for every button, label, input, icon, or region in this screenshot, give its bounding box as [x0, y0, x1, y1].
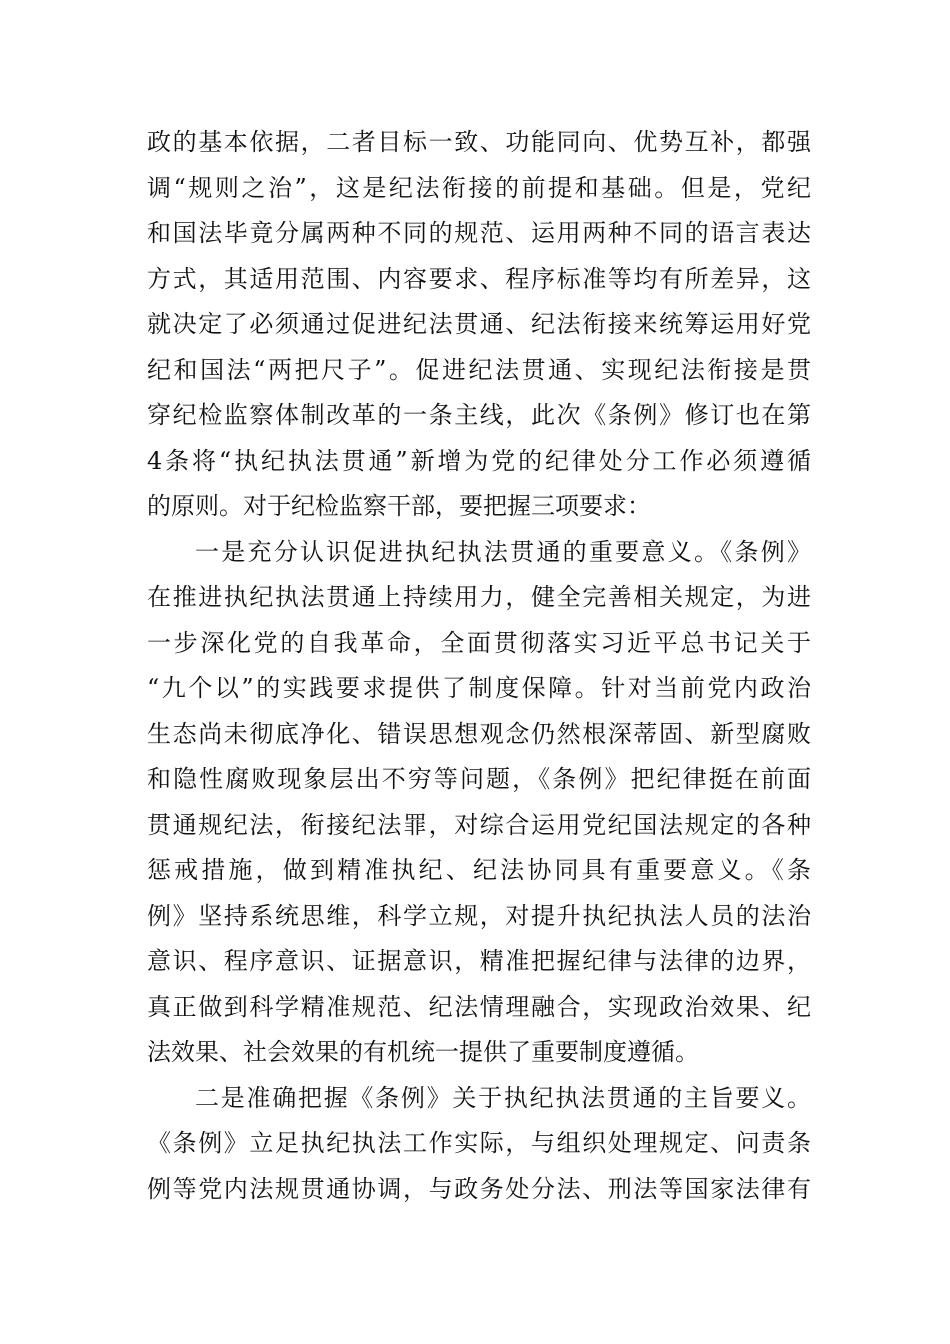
document-body — [147, 120, 811, 1212]
text-line: 在推进执纪执法贯通上持续用力，健全完善相关规定，为进 — [147, 583, 811, 611]
text-line: 的原则。对于纪检监察干部，要把握三项要求： — [147, 492, 651, 520]
text-line: 调“规则之治”，这是纪法衔接的前提和基础。但是，党纪 — [147, 173, 811, 202]
text-line: 一步深化党的自我革命，全面贯彻落实习近平总书记关于 — [147, 628, 811, 657]
text-line: 《条例》立足执纪执法工作实际，与组织处理规定、问责条 — [147, 1129, 811, 1157]
text-line: 生态尚未彻底净化、错误思想观念仍然根深蒂固、新型腐败 — [147, 719, 811, 748]
text-line: 例等党内法规贯通协调，与政务处分法、刑法等国家法律有 — [147, 1174, 811, 1203]
paragraph-first-line: 二是准确把握《条例》关于执纪执法贯通的主旨要义。 — [195, 1083, 811, 1112]
text-line: 意识、程序意识、证据意识，精准把握纪律与法律的边界， — [147, 947, 811, 975]
text-line: 4条将“执纪执法贯通”新增为党的纪律处分工作必须遵循 — [147, 446, 811, 475]
text-line: 政的基本依据，二者目标一致、功能同向、优势互补，都强 — [147, 128, 811, 156]
text-line: 例》坚持系统思维，科学立规，对提升执纪执法人员的法治 — [147, 901, 811, 930]
text-line: 惩戒措施，做到精准执纪、纪法协同具有重要意义。《条 — [147, 856, 811, 884]
text-line: 法效果、社会效果的有机统一提供了重要制度遵循。 — [147, 1038, 699, 1066]
text-line: 和国法毕竟分属两种不同的规范、运用两种不同的语言表达 — [147, 219, 811, 247]
text-line: 真正做到科学精准规范、纪法情理融合，实现政治效果、纪 — [147, 992, 811, 1021]
text-line: 纪和国法“两把尺子”。促进纪法贯通、实现纪法衔接是贯 — [147, 355, 811, 384]
text-line: 就决定了必须通过促进纪法贯通、纪法衔接来统筹运用好党 — [147, 310, 811, 338]
text-line: 贯通规纪法，衔接纪法罪，对综合运用党纪国法规定的各种 — [147, 810, 811, 839]
text-line: 和隐性腐败现象层出不穷等问题，《条例》把纪律挺在前面 — [147, 765, 811, 793]
paragraph-first-line: 一是充分认识促进执纪执法贯通的重要意义。《条例》 — [195, 537, 811, 566]
text-line: “九个以”的实践要求提供了制度保障。针对当前党内政治 — [147, 674, 811, 702]
text-line: 穿纪检监察体制改革的一条主线，此次《条例》修订也在第 — [147, 401, 811, 429]
text-line: 方式，其适用范围、内容要求、程序标准等均有所差异，这 — [147, 264, 811, 293]
